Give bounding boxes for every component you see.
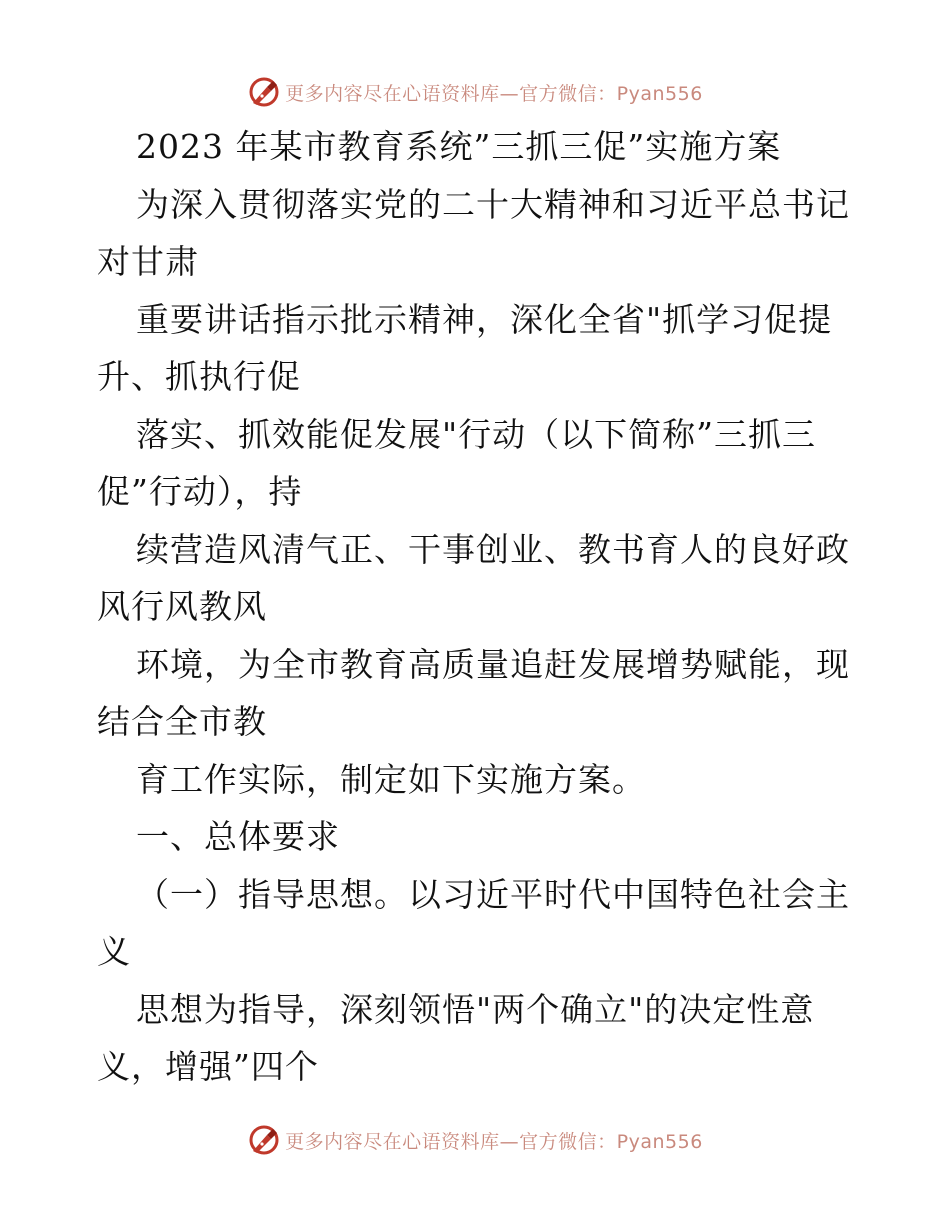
paragraph-line: 思想为指导，深刻领悟"两个确立"的决定性意 [136,989,815,1029]
document-title: 2023 年某市教育系统”三抓三促”实施方案 [136,127,782,166]
paragraph-line: 育工作实际，制定如下实施方案。 [136,759,646,799]
paragraph-line: 义，增强”四个 [97,1047,319,1086]
paragraph-line: （一）指导思想。以习近平时代中国特色社会主 [136,874,850,914]
paragraph-line: 落实、抓效能促发展"行动（以下简称”三抓三 [136,414,817,454]
paragraph-line: 义 [97,932,131,971]
paragraph-line: 促”行动），持 [97,472,303,511]
paragraph-line: 环境，为全市教育高质量追赶发展增势赋能，现 [136,644,850,684]
section-heading: 一、总体要求 [136,817,340,856]
paragraph-line: 对甘肃 [97,242,199,281]
paragraph-line: 重要讲话指示批示精神，深化全省"抓学习促提 [136,299,833,339]
watermark-text: 更多内容尽在心语资料库—官方微信：Pyan556 [285,82,703,105]
watermark-text: 更多内容尽在心语资料库—官方微信：Pyan556 [285,1130,703,1153]
document-body [97,118,867,1096]
pen-nib-circle-icon [247,1123,281,1157]
paragraph-line: 升、抓执行促 [97,357,301,396]
paragraph-line: 风行风教风 [97,587,267,626]
pen-nib-circle-icon [247,75,281,109]
paragraph-line: 结合全市教 [97,702,267,741]
header-watermark [0,72,950,112]
paragraph-line: 续营造风清气正、干事创业、教书育人的良好政 [136,529,850,569]
footer-watermark [0,1120,950,1160]
paragraph-line: 为深入贯彻落实党的二十大精神和习近平总书记 [136,184,850,224]
